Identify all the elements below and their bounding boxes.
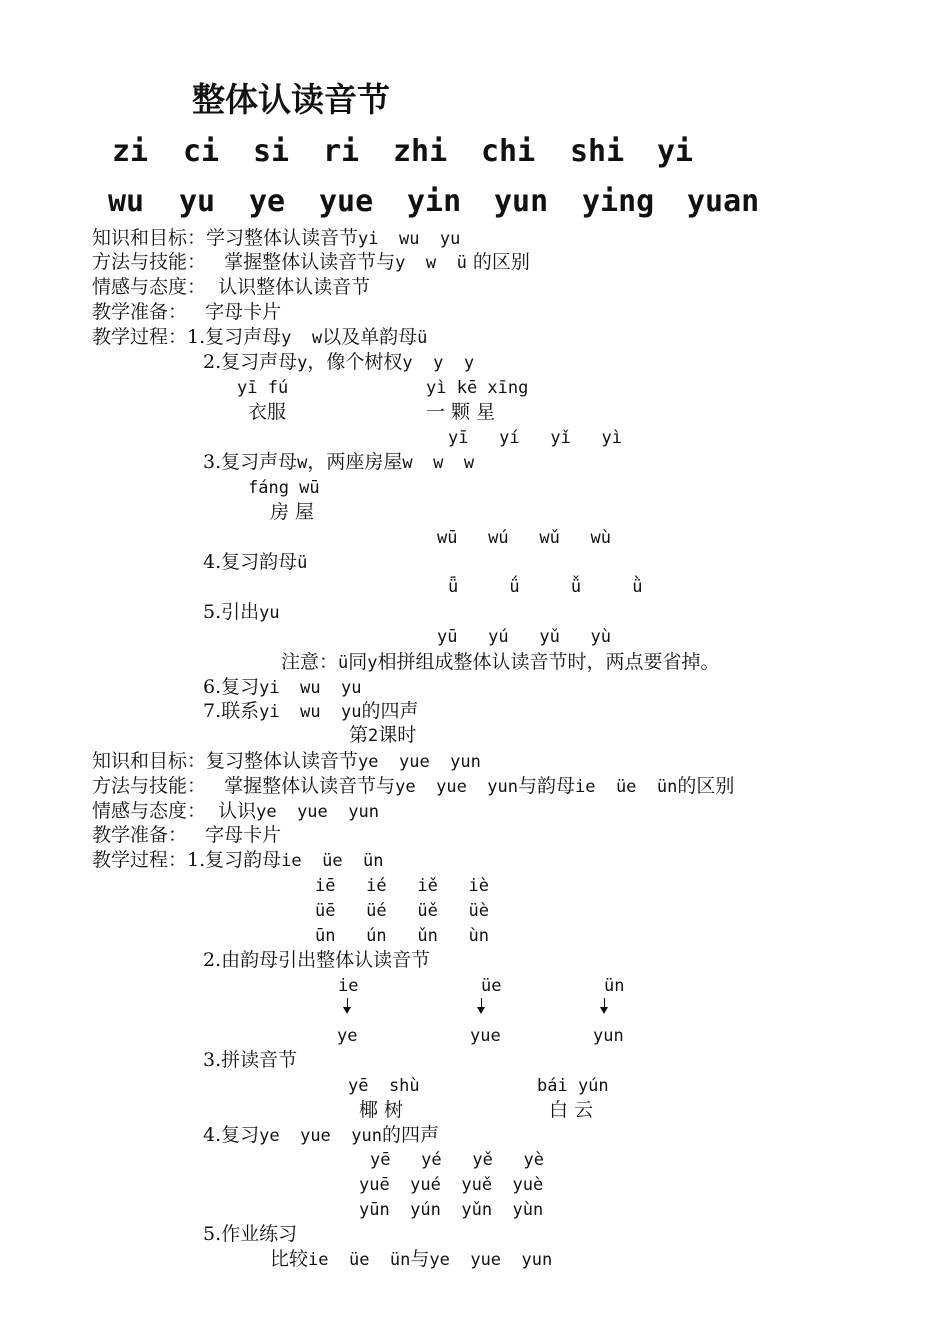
lesson1-note: 注意：ü同y相拼组成整体认读音节时，两点要省掉。 bbox=[281, 651, 720, 673]
yikexing-pinyin: yì kē xīng bbox=[426, 378, 529, 398]
un-tones: ūn ún ǔn ùn bbox=[315, 926, 489, 946]
lesson1-prep: 教学准备： 字母卡片 bbox=[92, 301, 282, 323]
syllable-yun: yun bbox=[593, 1026, 624, 1046]
syllable: yun bbox=[494, 184, 549, 219]
lesson2-step4: 4.复习ye yue yun的四声 bbox=[203, 1124, 439, 1146]
lesson1-attitude: 情感与态度： 认识整体认读音节 bbox=[92, 276, 371, 298]
yu-tones: yū yú yǔ yù bbox=[437, 627, 611, 647]
final-un: ün bbox=[604, 976, 625, 996]
baiyun-hanzi: 白 云 bbox=[549, 1099, 594, 1121]
page-title: 整体认读音节 bbox=[192, 80, 390, 119]
yun-tones: yūn yún yǔn yùn bbox=[359, 1200, 544, 1220]
lesson1-step6: 6.复习yi wu yu bbox=[203, 676, 362, 698]
arrow-down-icon bbox=[604, 998, 605, 1012]
baiyun-pinyin: bái yún bbox=[537, 1076, 609, 1096]
yeshu-hanzi: 椰 树 bbox=[359, 1099, 404, 1121]
lesson2-attitude: 情感与态度： 认识ye yue yun bbox=[92, 800, 379, 822]
lesson1-step4: 4.复习韵母ü bbox=[203, 551, 308, 573]
lesson2-process: 教学过程：1.复习韵母ie üe ün bbox=[92, 849, 384, 871]
lesson1-method: 方法与技能： 掌握整体认读音节与y w ü 的区别 bbox=[92, 251, 530, 273]
lesson1-step5: 5.引出yu bbox=[203, 601, 280, 623]
syllable: zhi bbox=[393, 134, 448, 169]
arrow-down-icon bbox=[347, 998, 348, 1012]
syllable: yu bbox=[179, 184, 216, 219]
ye-tones: yē yé yě yè bbox=[370, 1150, 544, 1170]
lesson2-step3: 3.拼读音节 bbox=[203, 1049, 298, 1071]
yi-tones: yī yí yǐ yì bbox=[448, 428, 622, 448]
wu-tones: wū wú wǔ wù bbox=[437, 528, 611, 548]
lesson1-process: 教学过程：1.复习声母y w以及单韵母ü bbox=[92, 326, 428, 348]
final-ue: üe bbox=[481, 976, 502, 996]
yikexing-hanzi: 一 颗 星 bbox=[426, 401, 496, 423]
lesson2-step5: 5.作业练习 bbox=[203, 1223, 298, 1245]
arrow-down-icon bbox=[481, 998, 482, 1012]
lesson2-prep: 教学准备： 字母卡片 bbox=[92, 824, 282, 846]
syllable: ye bbox=[249, 184, 286, 219]
fangwu-pinyin: fáng wū bbox=[248, 478, 320, 498]
lesson2-method: 方法与技能： 掌握整体认读音节与ye yue yun与韵母ie üe ün的区别 bbox=[92, 775, 735, 797]
syllable: chi bbox=[481, 134, 536, 169]
syllable-yue: yue bbox=[470, 1026, 501, 1046]
lesson1-goal: 知识和目标：学习整体认读音节yi wu yu bbox=[92, 227, 461, 249]
fangwu-hanzi: 房 屋 bbox=[270, 501, 315, 523]
ie-tones: iē ié iě iè bbox=[315, 876, 489, 896]
syllable: yue bbox=[319, 184, 374, 219]
yifu-pinyin: yī fú bbox=[237, 378, 289, 398]
syllable: ci bbox=[183, 134, 220, 169]
lesson1-step2: 2.复习声母y，像个树杈y y y bbox=[203, 351, 475, 373]
syllable: yuan bbox=[687, 184, 760, 219]
syllable: ying bbox=[582, 184, 655, 219]
lesson1-step7: 7.联系yi wu yu的四声 bbox=[203, 700, 419, 722]
yifu-hanzi: 衣服 bbox=[248, 401, 287, 423]
syllable: ri bbox=[323, 134, 360, 169]
syllable: yin bbox=[407, 184, 462, 219]
syllable: wu bbox=[108, 184, 145, 219]
lesson2-step2: 2.由韵母引出整体认读音节 bbox=[203, 949, 431, 971]
lesson2-goal: 知识和目标：复习整体认读音节ye yue yun bbox=[92, 750, 481, 772]
syllable: si bbox=[253, 134, 290, 169]
syllable: yi bbox=[657, 134, 694, 169]
yeshu-pinyin: yē shù bbox=[348, 1076, 420, 1096]
syllable: zi bbox=[112, 134, 149, 169]
ue-tones: üē üé üě üè bbox=[315, 901, 489, 921]
final-ie: ie bbox=[338, 976, 359, 996]
lesson2-heading: 第2课时 bbox=[349, 724, 417, 746]
syllable-ye: ye bbox=[337, 1026, 358, 1046]
lesson1-step3: 3.复习声母w，两座房屋w w w bbox=[203, 451, 475, 473]
yue-tones: yuē yué yuě yuè bbox=[359, 1175, 544, 1195]
u-tones: ǖ ǘ ǚ ǜ bbox=[448, 577, 643, 597]
syllable: shi bbox=[570, 134, 625, 169]
homework: 比较ie üe ün与ye yue yun bbox=[270, 1248, 553, 1270]
